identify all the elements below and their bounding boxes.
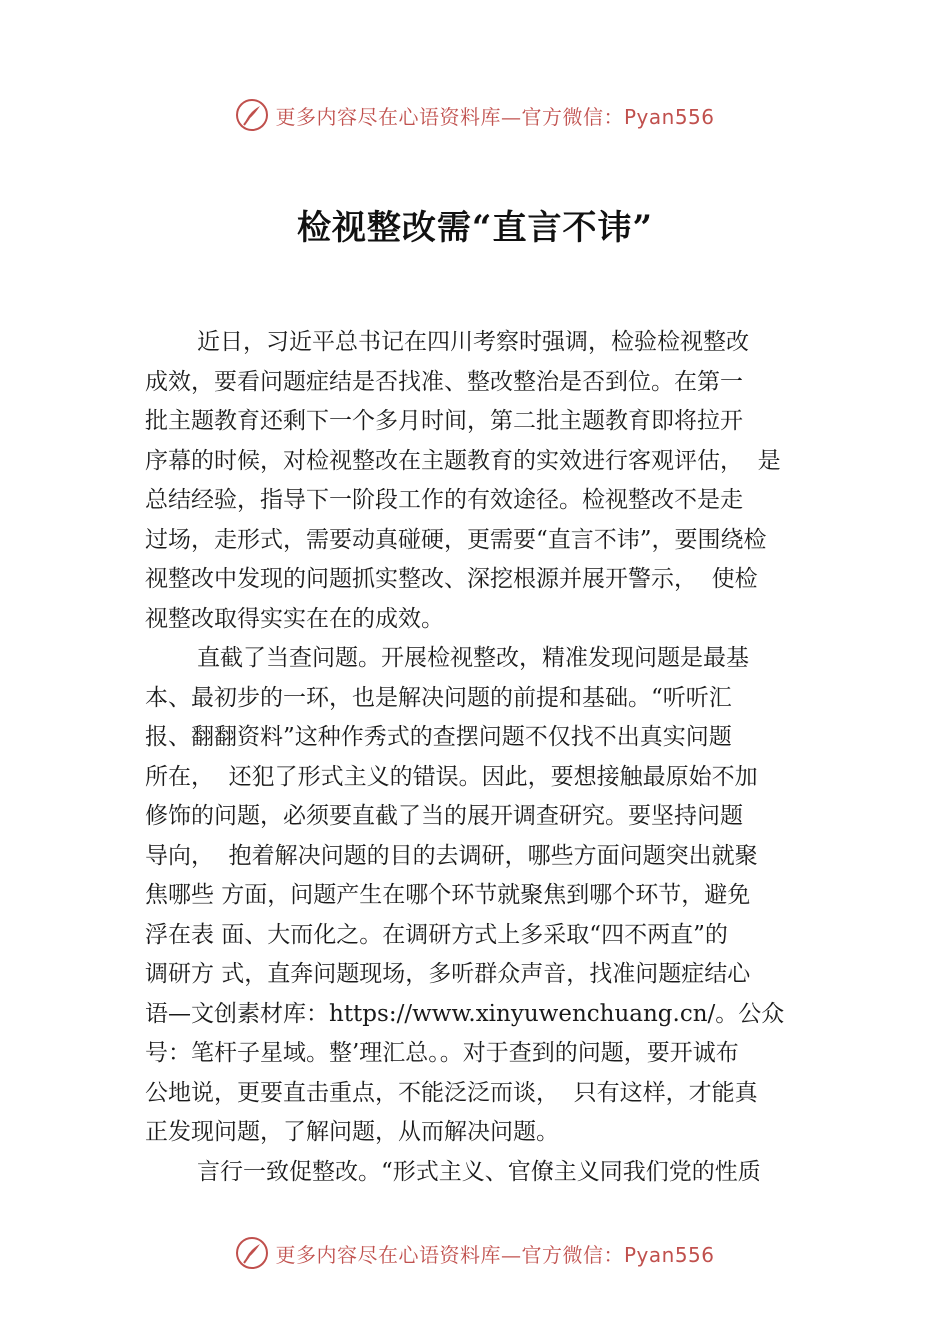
header-banner [0, 93, 950, 137]
text-line: 总结经验，指导下一阶段工作的有效途径。检视整改不是走 [145, 487, 743, 513]
text-line: 直截了当查问题。开展检视整改，精准发现问题是最基 [197, 645, 749, 671]
text-line: 焦哪些 方面，问题产生在哪个环节就聚焦到哪个环节，避免 [145, 882, 751, 908]
quill-logo-icon [235, 98, 269, 132]
text-line: 正发现问题，了解问题，从而解决问题。 [145, 1119, 559, 1145]
text-line: 成效，要看问题症结是否找准、整改整治是否到位。在第一 [145, 368, 743, 395]
banner-label: 更多内容尽在心语资料库—官方微信： [275, 1242, 624, 1267]
text-line: 本、最初步的一环，也是解决问题的前提和基础。“听听汇 [145, 684, 732, 711]
text-line: 导向， 抱着解决问题的目的去调研，哪些方面问题突出就聚 [145, 842, 758, 869]
text-line: 近日，习近平总书记在四川考察时强调，检验检视整改 [197, 329, 749, 355]
text-line: 公地说，更要直击重点，不能泛泛而谈， 只有这样，才能真 [145, 1079, 758, 1106]
text-line: 过场，走形式，需要动真碰硬，更需要“直言不讳”，要围绕检 [145, 526, 767, 553]
text-line: 视整改中发现的问题抓实整改、深挖根源并展开警示， 使检 [145, 566, 758, 592]
banner-wechat-id: Pyan556 [623, 104, 715, 129]
text-line: 批主题教育还剩下一个多月时间，第二批主题教育即将拉开 [145, 408, 743, 434]
quill-logo-icon [235, 1236, 269, 1270]
text-line: 视整改取得实实在在的成效。 [145, 605, 444, 632]
text-line: 报、翻翻资料”这种作秀式的查摆问题不仅找不出真实问题 [145, 724, 732, 750]
footer-banner [0, 1231, 950, 1275]
text-line: 语—文创素材库：https://www.xinyuwenchuang.cn/。公众 [145, 1000, 785, 1027]
text-line: 所在， 还犯了形式主义的错误。因此，要想接触最原始不加 [145, 763, 758, 790]
banner-label: 更多内容尽在心语资料库—官方微信： [275, 104, 624, 129]
text-line: 言行一致促整改。“形式主义、官僚主义同我们党的性质 [197, 1158, 761, 1185]
article-title: 检视整改需“直言不讳” [296, 208, 654, 248]
article-body [145, 323, 835, 1192]
text-line: 修饰的问题，必须要直截了当的展开调查研究。要坚持问题 [145, 803, 743, 829]
text-line: 浮在表 面、大而化之。在调研方式上多采取“四不两直”的 [145, 921, 728, 948]
text-line: 调研方 式，直奔问题现场，多听群众声音，找准问题症结心 [145, 961, 751, 987]
text-line: 号：笔杆子星域。整’理汇总。。对于查到的问题，要开诚布 [145, 1040, 739, 1066]
banner-wechat-id: Pyan556 [623, 1242, 715, 1267]
text-line: 序幕的时候，对检视整改在主题教育的实效进行客观评估， 是 [145, 447, 781, 474]
